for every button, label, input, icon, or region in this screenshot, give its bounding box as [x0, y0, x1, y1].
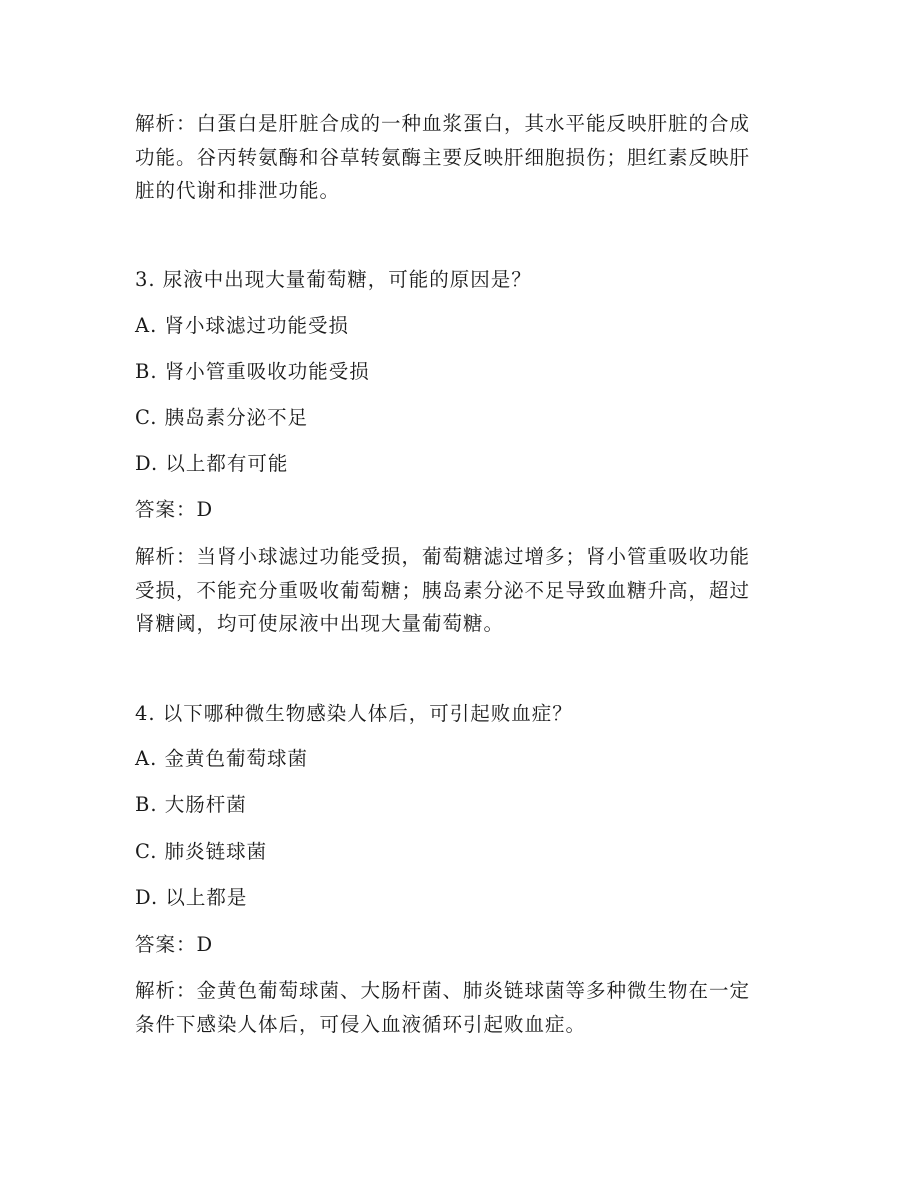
- prev-analysis-line-3: 脏的代谢和排泄功能。: [135, 179, 341, 202]
- q3-analysis-line-2: 受损，不能充分重吸收葡萄糖；胰岛素分泌不足导致血糖升高，超过: [135, 578, 751, 602]
- q3-option-a: A. 肾小球滤过功能受损: [135, 314, 349, 337]
- q4-analysis-paragraph: [135, 974, 785, 1041]
- q3-analysis-paragraph: [135, 540, 785, 641]
- q4-option-a: A. 金黄色葡萄球菌: [135, 747, 308, 770]
- q3-question: 3. 尿液中出现大量葡萄糖，可能的原因是？: [135, 268, 532, 291]
- q4-analysis-line-2: 条件下感染人体后，可侵入血液循环引起败血症。: [135, 1012, 587, 1036]
- q3-analysis-line-3: 肾糖阈，均可使尿液中出现大量葡萄糖。: [135, 612, 505, 635]
- q4-question: 4. 以下哪种微生物感染人体后，可引起败血症？: [135, 702, 573, 725]
- q3-answer: 答案：D: [135, 498, 214, 521]
- q3-option-c: C. 胰岛素分泌不足: [135, 406, 309, 429]
- q3-option-d: D. 以上都有可能: [135, 452, 289, 475]
- q4-analysis-line-1: 解析：金黄色葡萄球菌、大肠杆菌、肺炎链球菌等多种微生物在一定: [135, 979, 751, 1002]
- q3-option-b: B. 肾小管重吸收功能受损: [135, 360, 370, 383]
- prev-analysis-line-1: 解析：白蛋白是肝脏合成的一种血浆蛋白，其水平能反映肝脏的合成: [135, 112, 751, 135]
- q4-answer: 答案：D: [135, 933, 214, 956]
- q3-analysis-line-1: 解析：当肾小球滤过功能受损，葡萄糖滤过增多；肾小管重吸收功能: [135, 545, 751, 568]
- q4-option-d: D. 以上都是: [135, 886, 248, 909]
- q4-option-b: B. 大肠杆菌: [135, 793, 247, 816]
- prev-analysis-line-2: 功能。谷丙转氨酶和谷草转氨酶主要反映肝细胞损伤；胆红素反映肝: [135, 145, 751, 169]
- prev-analysis-paragraph: [135, 107, 785, 208]
- q4-option-c: C. 肺炎链球菌: [135, 840, 268, 863]
